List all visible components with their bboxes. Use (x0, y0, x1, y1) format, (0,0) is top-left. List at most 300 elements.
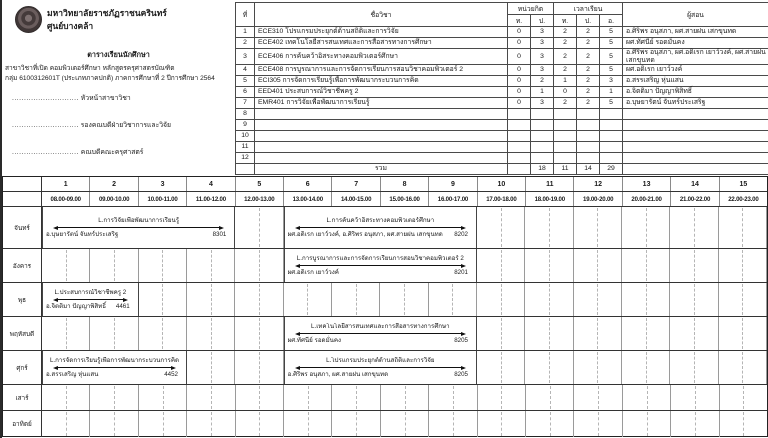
day-row (3, 283, 767, 317)
course-name-cell (255, 120, 508, 131)
hour-practice-cell (577, 120, 600, 131)
credit-practice-cell: 3 (531, 65, 554, 76)
course-no-cell: 6 (236, 87, 255, 98)
class-title: L.โปรแกรมประยุกต์ด้านสถิติและการวิจัย (326, 357, 435, 364)
day-label: อังคาร (3, 249, 42, 282)
timetable-cell (139, 411, 187, 437)
hour-theory-cell: 0 (554, 87, 577, 98)
class-block (284, 351, 477, 384)
weekly-timetable (2, 176, 768, 437)
timetable-cell (670, 207, 718, 248)
credit-practice-cell: 1 (531, 87, 554, 98)
day-row (3, 317, 767, 351)
hour-self-cell (600, 142, 623, 153)
course-no-cell: 4 (236, 65, 255, 76)
class-title: L.การจัดการเรียนรู้เพื่อการพัฒนากระบวนการคิด (49, 357, 180, 364)
credit-theory-cell: 0 (508, 98, 531, 109)
timetable-cell (574, 385, 622, 410)
day-label: พฤหัสบดี (3, 317, 42, 350)
course-no-cell: 8 (236, 109, 255, 120)
class-instructor: ผศ.ทัศนีย์ รอดมั่นคง (287, 337, 342, 344)
duration-arrow-icon (295, 263, 466, 268)
total-instructor-cell (623, 164, 768, 175)
period-number-row (3, 177, 767, 192)
credit-theory-cell: 0 (508, 87, 531, 98)
period-number: 1 (42, 177, 90, 191)
course-table (235, 2, 768, 175)
course-name-cell: ECE406 การค้นคว้าอิสระทางคอมพิวเตอร์ศึกษา (255, 49, 508, 65)
credit-theory-cell (508, 131, 531, 142)
hour-theory-cell (554, 153, 577, 164)
timetable-cell (429, 283, 477, 316)
period-time: 21.00-22.00 (671, 192, 719, 206)
period-time: 12.00-13.00 (236, 192, 284, 206)
timetable-cell (670, 351, 718, 384)
subcol-practice-credit: ป. (531, 15, 554, 27)
day-schedule-cells (42, 317, 767, 350)
period-number: 13 (623, 177, 671, 191)
instructor-cell (623, 120, 768, 131)
timetable-cell (622, 249, 670, 282)
period-number: 14 (671, 177, 719, 191)
document-header (2, 0, 235, 176)
period-number: 12 (574, 177, 622, 191)
hour-practice-cell (577, 153, 600, 164)
credit-practice-cell (531, 109, 554, 120)
class-title: L.การค้นคว้าอิสระทางคอมพิวเตอร์ศึกษา (326, 217, 435, 224)
timetable-cell (670, 317, 718, 350)
credit-practice-cell: 3 (531, 98, 554, 109)
course-name-cell (255, 153, 508, 164)
col-header-no: ที่ (236, 3, 255, 27)
timetable-cell (284, 385, 332, 410)
day-label: ศุกร์ (3, 351, 42, 384)
period-time: 18.00-19.00 (526, 192, 574, 206)
course-no-cell: 1 (236, 27, 255, 38)
day-schedule-cells (42, 385, 767, 410)
class-room: 8201 (454, 269, 468, 276)
course-table-total-row (236, 164, 768, 175)
timetable-cell (719, 249, 767, 282)
timetable-cell (187, 411, 235, 437)
credit-practice-cell: 3 (531, 49, 554, 65)
timetable-cell (381, 385, 429, 410)
hour-theory-cell: 2 (554, 49, 577, 65)
hour-practice-cell: 2 (577, 98, 600, 109)
period-time: 14.00-15.00 (332, 192, 380, 206)
credit-theory-cell: 0 (508, 76, 531, 87)
credit-practice-cell: 3 (531, 38, 554, 49)
program-line: สาขาวิชาที่เปิด คอมพิวเตอร์ศึกษา หลักสูตรครุศาสตรบัณฑิต (5, 65, 175, 72)
document-title: ตารางเรียนนักศึกษา (87, 50, 150, 59)
day-schedule-cells (42, 249, 767, 282)
timetable-cell (284, 283, 332, 316)
timetable-cell (574, 207, 622, 248)
credit-theory-cell (508, 120, 531, 131)
group-line: กลุ่ม 6100312601T (ประเภทภาคปกติ) ภาคการศึกษาที่ 2 ปีการศึกษา 2564 (5, 75, 215, 82)
day-schedule-cells (42, 283, 767, 316)
class-block (42, 207, 235, 248)
period-number: 9 (429, 177, 477, 191)
timetable-cell (670, 283, 718, 316)
day-label: อาทิตย์ (3, 411, 42, 437)
credit-practice-cell (531, 131, 554, 142)
credit-theory-cell: 0 (508, 38, 531, 49)
course-name-cell: ECE402 เทคโนโลยีสารสนเทศและการสื่อสารทางการศึกษา (255, 38, 508, 49)
col-header-credits: หน่วยกิต (508, 3, 554, 15)
course-no-cell: 3 (236, 49, 255, 65)
period-time: 11.00-12.00 (187, 192, 235, 206)
signature-title: รองคณบดีฝ่ายวิชาการและวิจัย (80, 122, 172, 129)
course-table-header-row (236, 3, 768, 15)
timetable-cell (526, 385, 574, 410)
day-rows (3, 207, 767, 437)
course-row (236, 98, 768, 109)
course-row (236, 38, 768, 49)
credit-practice-cell: 2 (531, 76, 554, 87)
timetable-cell (139, 249, 187, 282)
timetable-cell (381, 411, 429, 437)
class-room: 8301 (212, 231, 227, 238)
timetable-cell (574, 317, 622, 350)
class-room: 4461 (115, 303, 130, 310)
timetable-cell (332, 385, 380, 410)
timetable-cell (236, 385, 284, 410)
day-schedule-cells (42, 207, 767, 248)
instructor-cell: อ.ศิริพร อนุสภา, ผศ.สายฝน เสกขุนทด (623, 27, 768, 38)
day-column-header (3, 177, 42, 191)
signature-line-dean (12, 146, 143, 157)
timetable-cell (525, 283, 573, 316)
course-row (236, 142, 768, 153)
instructor-cell (623, 109, 768, 120)
timetable-cell (477, 351, 525, 384)
signature-title: หัวหน้าสาขาวิชา (80, 95, 131, 102)
timetable-cell (429, 385, 477, 410)
timetable-cell (622, 351, 670, 384)
total-hour-self: 29 (600, 164, 623, 175)
total-hour-theory: 11 (554, 164, 577, 175)
credit-practice-cell (531, 142, 554, 153)
signature-dots: ............................ (12, 149, 79, 156)
period-time: 17.00-18.00 (478, 192, 526, 206)
timetable-cell (670, 249, 718, 282)
course-no-cell: 2 (236, 38, 255, 49)
timetable-cell (332, 411, 380, 437)
period-number: 7 (332, 177, 380, 191)
duration-arrow-icon (53, 225, 224, 230)
class-block (42, 283, 139, 316)
period-number: 8 (381, 177, 429, 191)
timetable-cell (478, 411, 526, 437)
class-room: 8202 (454, 231, 468, 238)
timetable-cell (526, 411, 574, 437)
timetable-cell (478, 385, 526, 410)
class-instructor: ผศ.อดิเรก เยาว์วงค์, อ.ศิริพร อนุสภา, ผศ.สายฝน เสกขุนทด (287, 231, 443, 238)
timetable-cell (671, 385, 719, 410)
day-row (3, 385, 767, 411)
total-credit-theory (508, 164, 531, 175)
hour-self-cell (600, 153, 623, 164)
hour-practice-cell: 2 (577, 27, 600, 38)
course-name-cell: EMR401 การวิจัยเพื่อพัฒนาการเรียนรู้ (255, 98, 508, 109)
timetable-cell (671, 411, 719, 437)
campus-name: ศูนย์บางคล้า (47, 21, 94, 31)
period-time: 20.00-21.00 (623, 192, 671, 206)
timetable-cell (574, 351, 622, 384)
timetable-cell (719, 207, 767, 248)
timetable-cell (235, 283, 283, 316)
signature-dots: ............................ (12, 95, 79, 102)
duration-arrow-icon (295, 331, 466, 336)
timetable-cell (42, 317, 90, 350)
course-name-cell: ECI305 การจัดการเรียนรู้เพื่อการพัฒนากระบวนการคิด (255, 76, 508, 87)
course-row (236, 153, 768, 164)
credit-theory-cell: 0 (508, 49, 531, 65)
subcol-theory-hour: ท. (554, 15, 577, 27)
timetable-cell (477, 249, 525, 282)
class-block (284, 317, 477, 350)
period-time: 10.00-11.00 (139, 192, 187, 206)
col-header-course: ชื่อวิชา (255, 3, 508, 27)
total-credit-practice: 18 (531, 164, 554, 175)
day-label: เสาร์ (3, 385, 42, 410)
instructor-cell: อ.บุษยารัตน์ จันทร์ประเสริฐ (623, 98, 768, 109)
period-time: 13.00-14.00 (284, 192, 332, 206)
timetable-cell (429, 411, 477, 437)
timetable-cell (477, 283, 525, 316)
course-name-cell: EED401 ประสบการณ์วิชาชีพครู 2 (255, 87, 508, 98)
instructor-cell: ผศ.อดิเรก เยาว์วงค์ (623, 65, 768, 76)
timetable-cell (525, 317, 573, 350)
timetable-cell (235, 351, 283, 384)
hour-practice-cell: 2 (577, 87, 600, 98)
timetable-cell (42, 411, 90, 437)
class-block (284, 207, 477, 248)
credit-theory-cell (508, 109, 531, 120)
total-no-cell (236, 164, 255, 175)
hour-practice-cell: 2 (577, 49, 600, 65)
signature-line-head-of-program (12, 92, 131, 103)
signature-title: คณบดีคณะครุศาสตร์ (80, 149, 144, 156)
hour-theory-cell: 1 (554, 76, 577, 87)
timetable-cell (574, 249, 622, 282)
signature-dots: ............................ (12, 122, 79, 129)
hour-theory-cell: 2 (554, 98, 577, 109)
duration-arrow-icon (295, 365, 466, 370)
timetable-cell (42, 385, 90, 410)
instructor-cell (623, 131, 768, 142)
course-no-cell: 9 (236, 120, 255, 131)
hour-self-cell: 5 (600, 27, 623, 38)
day-label: จันทร์ (3, 207, 42, 248)
timetable-cell (720, 411, 767, 437)
class-title: L.เทคโนโลยีสารสนเทศและการสื่อสารทางการศึกษา (311, 323, 450, 330)
hour-self-cell: 3 (600, 76, 623, 87)
period-number: 5 (236, 177, 284, 191)
course-no-cell: 7 (236, 98, 255, 109)
university-seal-icon (15, 6, 42, 33)
course-row (236, 49, 768, 65)
class-room: 4452 (164, 371, 178, 378)
timetable-cell (332, 283, 380, 316)
course-row (236, 87, 768, 98)
hour-theory-cell: 2 (554, 65, 577, 76)
timetable-cell (622, 317, 670, 350)
hour-theory-cell (554, 142, 577, 153)
period-number: 15 (739, 180, 748, 188)
course-name-cell: ECE310 โปรแกรมประยุกต์ด้านสถิติและการวิจัย (255, 27, 508, 38)
timetable-cell (574, 411, 622, 437)
subcol-self-study-hour: อ. (600, 15, 623, 27)
period-time: 09.00-10.00 (90, 192, 138, 206)
timetable-cell (622, 207, 670, 248)
hour-practice-cell (577, 131, 600, 142)
period-number: 10 (478, 177, 526, 191)
timetable-cell (90, 385, 138, 410)
timetable-cell (719, 283, 767, 316)
timetable-cell (187, 249, 235, 282)
col-header-time: เวลาเรียน (554, 3, 623, 15)
class-room: 8205 (454, 337, 468, 344)
timetable-cell (574, 283, 622, 316)
duration-arrow-icon (295, 225, 466, 230)
timetable-cell (380, 283, 428, 316)
class-title: L.ประสบการณ์วิชาชีพครู 2 (54, 289, 127, 296)
day-schedule-cells (42, 351, 767, 384)
period-time: 19.00-20.00 (574, 192, 622, 206)
period-time: 08.00-09.00 (42, 192, 90, 206)
timetable-cell (236, 411, 284, 437)
credit-theory-cell (508, 153, 531, 164)
instructor-cell (623, 153, 768, 164)
course-no-cell: 5 (236, 76, 255, 87)
hour-theory-cell (554, 120, 577, 131)
timetable-cell (525, 207, 573, 248)
timetable-cell (139, 283, 187, 316)
class-instructor: อ.สรรเสริญ หุ่นแสน (46, 371, 99, 378)
period-time-row (3, 192, 767, 207)
timetable-cell (235, 249, 283, 282)
class-block (42, 351, 187, 384)
timetable-cell (187, 317, 235, 350)
class-title: L.การบูรณาการและการจัดการเรียนการสอนวิชาคอมพิวเตอร์ 2 (296, 255, 464, 262)
hour-practice-cell: 2 (577, 65, 600, 76)
hour-theory-cell (554, 131, 577, 142)
subcol-theory-credit: ท. (508, 15, 531, 27)
hour-practice-cell: 2 (577, 76, 600, 87)
timetable-cell (42, 249, 90, 282)
period-time: 16.00-17.00 (429, 192, 477, 206)
hour-self-cell (600, 120, 623, 131)
timetable-cell (719, 317, 767, 350)
col-header-instructor: ผู้สอน (623, 3, 768, 27)
period-number: 2 (90, 177, 138, 191)
credit-theory-cell: 0 (508, 65, 531, 76)
subcol-practice-hour: ป. (577, 15, 600, 27)
class-room: 8205 (454, 371, 468, 378)
day-label: พุธ (3, 283, 42, 316)
hour-practice-cell (577, 109, 600, 120)
period-number: 11 (526, 177, 574, 191)
course-row (236, 27, 768, 38)
timetable-cell (622, 283, 670, 316)
signature-line-vice-dean (12, 119, 171, 130)
class-instructor: อ.บุษยารัตน์ จันทร์ประเสริฐ (46, 231, 119, 238)
timetable-cell (525, 249, 573, 282)
course-name-cell (255, 131, 508, 142)
day-column-header (3, 192, 42, 206)
course-no-cell: 12 (236, 153, 255, 164)
course-name-cell (255, 109, 508, 120)
timetable-cell (623, 385, 671, 410)
hour-self-cell (600, 131, 623, 142)
course-row (236, 120, 768, 131)
hour-theory-cell (554, 109, 577, 120)
course-name-cell: ECE408 การบูรณาการและการจัดการเรียนการสอนวิชาคอมพิวเตอร์ 2 (255, 65, 508, 76)
class-block (284, 249, 477, 282)
timetable-cell (284, 411, 332, 437)
hour-theory-cell: 2 (554, 38, 577, 49)
duration-arrow-icon (53, 365, 176, 370)
timetable-cell (139, 385, 187, 410)
period-number: 3 (139, 177, 187, 191)
total-hour-practice: 14 (577, 164, 600, 175)
credit-practice-cell (531, 153, 554, 164)
timetable-cell (187, 385, 235, 410)
class-instructor: อ.จิตติมา ปัญญาพิสิทธิ์ (46, 303, 107, 310)
day-row (3, 411, 767, 437)
hour-self-cell: 5 (600, 38, 623, 49)
course-row (236, 109, 768, 120)
timetable-cell (525, 351, 573, 384)
course-no-cell: 11 (236, 142, 255, 153)
timetable-cell (235, 317, 283, 350)
course-no-cell: 10 (236, 131, 255, 142)
instructor-cell: อ.ศิริพร อนุสภา, ผศ.อดิเรก เยาว์วงค์, ผศ.สายฝน เสกขุนทด (623, 49, 768, 65)
course-name-cell (255, 142, 508, 153)
timetable-cell (235, 207, 283, 248)
university-name: มหาวิทยาลัยราชภัฏราชนครินทร์ (47, 8, 167, 18)
hour-self-cell (600, 109, 623, 120)
hour-self-cell: 1 (600, 87, 623, 98)
class-instructor: อ.ศิริพร อนุสภา, ผศ.สายฝน เสกขุนทด (287, 371, 389, 378)
hour-self-cell: 5 (600, 49, 623, 65)
credit-practice-cell: 3 (531, 27, 554, 38)
period-time: 15.00-16.00 (381, 192, 429, 206)
timetable-cell (187, 283, 235, 316)
course-row (236, 76, 768, 87)
credit-practice-cell (531, 120, 554, 131)
timetable-cell (90, 317, 138, 350)
credit-theory-cell: 0 (508, 27, 531, 38)
duration-arrow-icon (53, 297, 128, 302)
timetable-cell (477, 317, 525, 350)
timetable-cell (477, 207, 525, 248)
instructor-cell: อ.สรรเสริญ หุ่นแสน (623, 76, 768, 87)
hour-self-cell: 5 (600, 65, 623, 76)
day-schedule-cells (42, 411, 767, 437)
period-number: 6 (284, 177, 332, 191)
day-row (3, 249, 767, 283)
class-instructor: ผศ.อดิเรก เยาว์วงค์ (287, 269, 339, 276)
period-time: 22.00-23.00 (728, 195, 759, 203)
instructor-cell (623, 142, 768, 153)
hour-practice-cell: 2 (577, 38, 600, 49)
hour-self-cell: 5 (600, 98, 623, 109)
timetable-cell (719, 351, 767, 384)
credit-theory-cell (508, 142, 531, 153)
